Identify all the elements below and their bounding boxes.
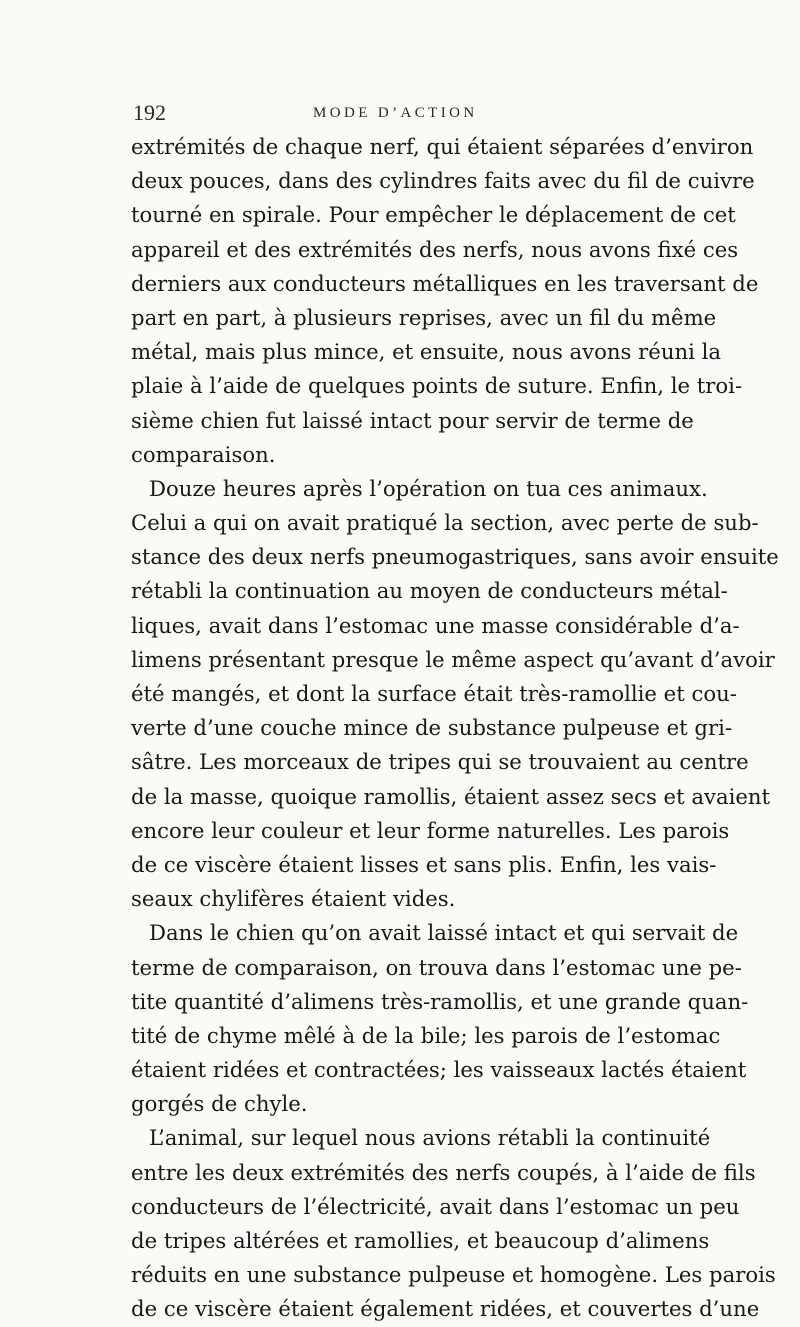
text-line: étaient ridées et contractées; les vaisseaux lactés étaient [131,1057,747,1083]
text-line: métal, mais plus mince, et ensuite, nous avons réuni la [131,339,722,365]
text-line: rétabli la continuation au moyen de conducteurs métal- [131,578,728,604]
page-number: 192 [133,100,166,125]
text-line: tourné en spirale. Pour empêcher le déplacement de cet [131,202,736,228]
text-line: entre les deux extrémités des nerfs coupés, à l’aide de fils [131,1159,756,1185]
text-line: limens présentant presque le même aspect qu’avant d’avoir [131,646,775,672]
text-line: terme de comparaison, on trouva dans l’estomac une pe- [131,954,742,980]
paragraph-start-line: Douze heures après l’opération on tua ces animaux. [149,475,708,501]
text-line: encore leur couleur et leur forme naturelles. Les parois [131,817,730,843]
text-line: tite quantité d’alimens très-ramollis, et une grande quan- [131,988,749,1014]
text-line: gorgés de chyle. [131,1091,308,1117]
text-line: liques, avait dans l’estomac une masse considérable d’a- [131,612,740,638]
text-line: de ce viscère étaient lisses et sans plis. Enfin, les vais- [131,851,717,877]
text-line: plaie à l’aide de quelques points de suture. Enfin, le troi- [131,373,743,399]
text-line: de la masse, quoique ramollis, étaient assez secs et avaient [131,783,771,809]
text-line: réduits en une substance pulpeuse et homogène. Les parois [131,1262,776,1288]
text-line: de tripes altérées et ramollies, et beaucoup d’alimens [131,1228,710,1253]
running-title: MODE D’ACTION [313,105,478,121]
text-line: sième chien fut laissé intact pour servir de terme de [131,407,694,433]
text-line: comparaison. [131,441,276,467]
text-line: derniers aux conducteurs métalliques en les traversant de [131,270,759,296]
text-line: tité de chyme mêlé à de la bile; les parois de l’estomac [131,1022,721,1048]
text-line: extrémités de chaque nerf, qui étaient séparées d’environ [131,134,754,159]
text-line: part en part, à plusieurs reprises, avec un fil du même [131,304,717,330]
text-line: verte d’une couche mince de substance pulpeuse et gri- [131,715,733,741]
paragraph-start-line: Dans le chien qu’on avait laissé intact et qui servait de [149,920,739,946]
text-line: conducteurs de l’électricité, avait dans l’estomac un peu [131,1193,740,1219]
text-line: deux pouces, dans des cylindres faits avec du fil de cuivre [131,168,755,194]
running-head [133,98,681,128]
text-line: Celui a qui on avait pratiqué la section, avec perte de sub- [131,510,759,536]
text-line: été mangés, et dont la surface était très-ramollie et cou- [131,681,737,706]
text-line: appareil et des extrémités des nerfs, nous avons fixé ces [131,236,739,262]
body-text [131,130,779,1327]
text-line: sâtre. Les morceaux de tripes qui se trouvaient au centre [131,749,749,775]
text-line: stance des deux nerfs pneumogastriques, sans avoir ensuite [131,544,779,570]
text-line: seaux chylifères étaient vides. [131,886,456,912]
paragraph-start-line: L’animal, sur lequel nous avions rétabli la continuité [149,1125,711,1151]
text-line: de ce viscère étaient également ridées, et couvertes d’une [131,1296,760,1322]
